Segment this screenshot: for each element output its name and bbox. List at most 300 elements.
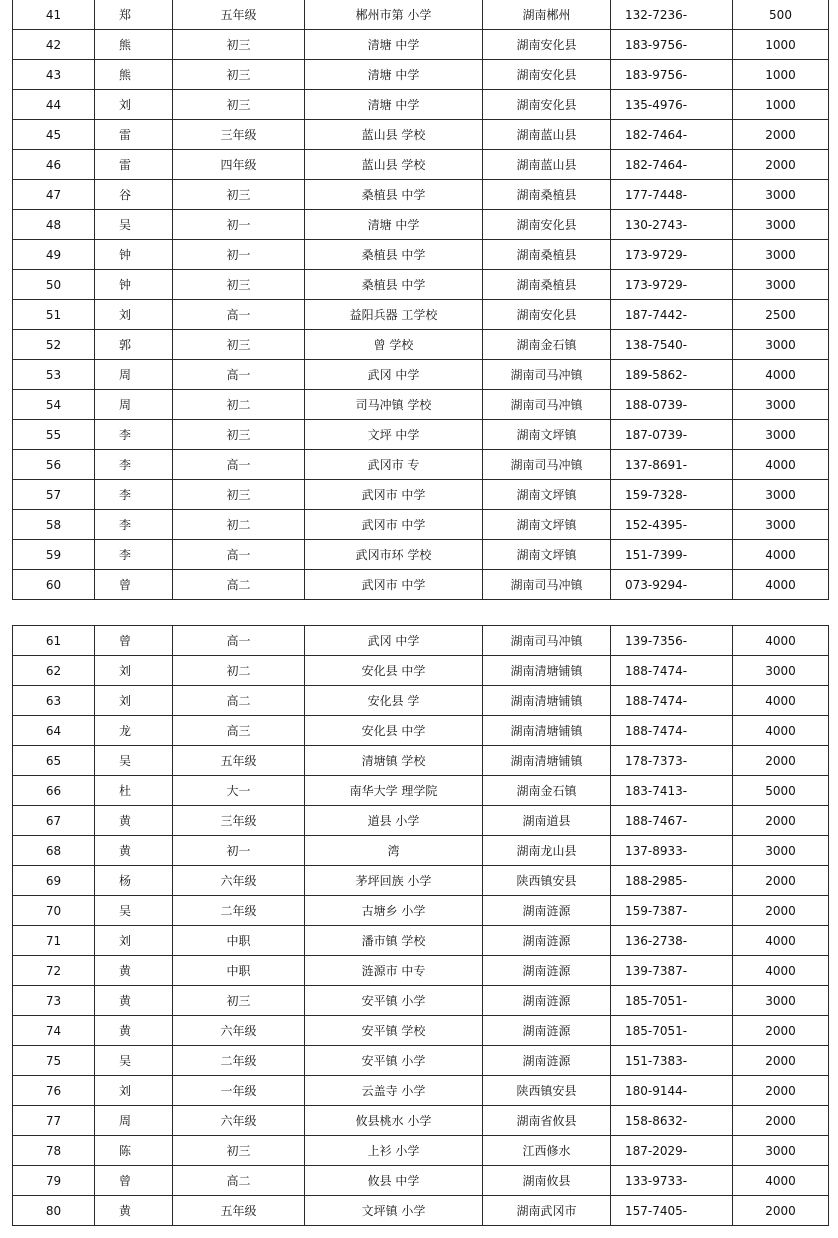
phone-cell: 137-8691- bbox=[611, 450, 733, 480]
region-cell: 湖南涟源 bbox=[483, 896, 611, 926]
amount-cell: 1000 bbox=[733, 30, 829, 60]
amount-cell: 4000 bbox=[733, 1166, 829, 1196]
grade-cell: 初三 bbox=[173, 90, 305, 120]
grade-cell: 中职 bbox=[173, 926, 305, 956]
phone-cell: 157-7405- bbox=[611, 1196, 733, 1226]
amount-cell: 4000 bbox=[733, 360, 829, 390]
row-number-cell: 42 bbox=[13, 30, 95, 60]
region-cell: 湖南涟源 bbox=[483, 926, 611, 956]
name-cell: 黄 bbox=[95, 1196, 173, 1226]
school-cell: 安平镇 学校 bbox=[305, 1016, 483, 1046]
region-cell: 湖南安化县 bbox=[483, 30, 611, 60]
table-row bbox=[13, 686, 829, 716]
school-cell: 攸县 中学 bbox=[305, 1166, 483, 1196]
school-cell: 益阳兵器 工学校 bbox=[305, 300, 483, 330]
table-row bbox=[13, 1016, 829, 1046]
phone-cell: 130-2743- bbox=[611, 210, 733, 240]
table-row bbox=[13, 510, 829, 540]
row-number-cell: 60 bbox=[13, 570, 95, 600]
region-cell: 湖南金石镇 bbox=[483, 776, 611, 806]
phone-cell: 132-7236- bbox=[611, 0, 733, 30]
amount-cell: 2000 bbox=[733, 1016, 829, 1046]
table-row bbox=[13, 836, 829, 866]
school-cell: 安平镇 小学 bbox=[305, 986, 483, 1016]
amount-cell: 4000 bbox=[733, 570, 829, 600]
grade-cell: 三年级 bbox=[173, 806, 305, 836]
region-cell: 湖南清塘铺镇 bbox=[483, 656, 611, 686]
amount-cell: 3000 bbox=[733, 420, 829, 450]
amount-cell: 2000 bbox=[733, 896, 829, 926]
table-row bbox=[13, 1196, 829, 1226]
row-number-cell: 73 bbox=[13, 986, 95, 1016]
table-row bbox=[13, 420, 829, 450]
region-cell: 陕西镇安县 bbox=[483, 866, 611, 896]
school-cell: 郴州市第 小学 bbox=[305, 0, 483, 30]
name-cell: 龙 bbox=[95, 716, 173, 746]
grade-cell: 初三 bbox=[173, 60, 305, 90]
name-cell: 雷 bbox=[95, 120, 173, 150]
phone-cell: 177-7448- bbox=[611, 180, 733, 210]
phone-cell: 173-9729- bbox=[611, 270, 733, 300]
table-row bbox=[13, 1136, 829, 1166]
amount-cell: 4000 bbox=[733, 956, 829, 986]
row-number-cell: 77 bbox=[13, 1106, 95, 1136]
phone-cell: 183-9756- bbox=[611, 60, 733, 90]
amount-cell: 3000 bbox=[733, 836, 829, 866]
school-cell: 桑植县 中学 bbox=[305, 240, 483, 270]
phone-cell: 188-7467- bbox=[611, 806, 733, 836]
row-number-cell: 61 bbox=[13, 626, 95, 656]
school-cell: 潘市镇 学校 bbox=[305, 926, 483, 956]
phone-cell: 188-0739- bbox=[611, 390, 733, 420]
grade-cell: 初三 bbox=[173, 270, 305, 300]
phone-cell: 151-7383- bbox=[611, 1046, 733, 1076]
phone-cell: 188-7474- bbox=[611, 716, 733, 746]
phone-cell: 152-4395- bbox=[611, 510, 733, 540]
phone-cell: 185-7051- bbox=[611, 1016, 733, 1046]
amount-cell: 3000 bbox=[733, 480, 829, 510]
grade-cell: 五年级 bbox=[173, 0, 305, 30]
table-row bbox=[13, 120, 829, 150]
amount-cell: 4000 bbox=[733, 686, 829, 716]
table-row bbox=[13, 330, 829, 360]
region-cell: 湖南文坪镇 bbox=[483, 420, 611, 450]
name-cell: 刘 bbox=[95, 300, 173, 330]
region-cell: 湖南安化县 bbox=[483, 90, 611, 120]
name-cell: 曾 bbox=[95, 570, 173, 600]
phone-cell: 183-7413- bbox=[611, 776, 733, 806]
table-row bbox=[13, 360, 829, 390]
table-row bbox=[13, 626, 829, 656]
phone-cell: 158-8632- bbox=[611, 1106, 733, 1136]
region-cell: 湖南桑植县 bbox=[483, 270, 611, 300]
name-cell: 杜 bbox=[95, 776, 173, 806]
school-cell: 清塘 中学 bbox=[305, 30, 483, 60]
region-cell: 湖南金石镇 bbox=[483, 330, 611, 360]
row-number-cell: 51 bbox=[13, 300, 95, 330]
grade-cell: 初三 bbox=[173, 986, 305, 1016]
table-row bbox=[13, 0, 829, 30]
amount-cell: 3000 bbox=[733, 240, 829, 270]
name-cell: 黄 bbox=[95, 986, 173, 1016]
grade-cell: 初三 bbox=[173, 1136, 305, 1166]
school-cell: 武冈 中学 bbox=[305, 626, 483, 656]
school-cell: 涟源市 中专 bbox=[305, 956, 483, 986]
amount-cell: 4000 bbox=[733, 626, 829, 656]
region-cell: 湖南蓝山县 bbox=[483, 120, 611, 150]
grade-cell: 高一 bbox=[173, 450, 305, 480]
phone-cell: 187-0739- bbox=[611, 420, 733, 450]
row-number-cell: 74 bbox=[13, 1016, 95, 1046]
table-block-2 bbox=[12, 625, 828, 1226]
row-number-cell: 71 bbox=[13, 926, 95, 956]
school-cell: 司马冲镇 学校 bbox=[305, 390, 483, 420]
region-cell: 湖南涟源 bbox=[483, 956, 611, 986]
student-aid-table-1 bbox=[12, 0, 829, 600]
school-cell: 清塘 中学 bbox=[305, 90, 483, 120]
row-number-cell: 79 bbox=[13, 1166, 95, 1196]
amount-cell: 5000 bbox=[733, 776, 829, 806]
phone-cell: 180-9144- bbox=[611, 1076, 733, 1106]
table-row bbox=[13, 926, 829, 956]
name-cell: 黄 bbox=[95, 956, 173, 986]
table-row bbox=[13, 540, 829, 570]
region-cell: 湖南涟源 bbox=[483, 1016, 611, 1046]
name-cell: 李 bbox=[95, 510, 173, 540]
row-number-cell: 75 bbox=[13, 1046, 95, 1076]
phone-cell: 173-9729- bbox=[611, 240, 733, 270]
school-cell: 安化县 中学 bbox=[305, 656, 483, 686]
table-block-1 bbox=[12, 0, 828, 600]
grade-cell: 二年级 bbox=[173, 896, 305, 926]
region-cell: 湖南清塘铺镇 bbox=[483, 686, 611, 716]
name-cell: 吴 bbox=[95, 896, 173, 926]
name-cell: 李 bbox=[95, 540, 173, 570]
table-row bbox=[13, 866, 829, 896]
school-cell: 武冈市 中学 bbox=[305, 570, 483, 600]
school-cell: 云盖寺 小学 bbox=[305, 1076, 483, 1106]
name-cell: 谷 bbox=[95, 180, 173, 210]
name-cell: 刘 bbox=[95, 1076, 173, 1106]
row-number-cell: 68 bbox=[13, 836, 95, 866]
grade-cell: 初二 bbox=[173, 510, 305, 540]
region-cell: 湖南安化县 bbox=[483, 60, 611, 90]
grade-cell: 初三 bbox=[173, 420, 305, 450]
table-row bbox=[13, 240, 829, 270]
table-row bbox=[13, 746, 829, 776]
grade-cell: 五年级 bbox=[173, 1196, 305, 1226]
phone-cell: 073-9294- bbox=[611, 570, 733, 600]
school-cell: 桑植县 中学 bbox=[305, 180, 483, 210]
region-cell: 湖南司马冲镇 bbox=[483, 360, 611, 390]
amount-cell: 2000 bbox=[733, 120, 829, 150]
name-cell: 李 bbox=[95, 480, 173, 510]
school-cell: 湾 bbox=[305, 836, 483, 866]
row-number-cell: 64 bbox=[13, 716, 95, 746]
name-cell: 李 bbox=[95, 420, 173, 450]
school-cell: 蓝山县 学校 bbox=[305, 120, 483, 150]
phone-cell: 136-2738- bbox=[611, 926, 733, 956]
amount-cell: 3000 bbox=[733, 510, 829, 540]
grade-cell: 初三 bbox=[173, 180, 305, 210]
amount-cell: 500 bbox=[733, 0, 829, 30]
grade-cell: 四年级 bbox=[173, 150, 305, 180]
name-cell: 周 bbox=[95, 360, 173, 390]
region-cell: 湖南文坪镇 bbox=[483, 480, 611, 510]
school-cell: 曾 学校 bbox=[305, 330, 483, 360]
row-number-cell: 57 bbox=[13, 480, 95, 510]
school-cell: 安平镇 小学 bbox=[305, 1046, 483, 1076]
grade-cell: 高二 bbox=[173, 570, 305, 600]
name-cell: 钟 bbox=[95, 240, 173, 270]
region-cell: 湖南文坪镇 bbox=[483, 540, 611, 570]
grade-cell: 高三 bbox=[173, 716, 305, 746]
grade-cell: 五年级 bbox=[173, 746, 305, 776]
table-row bbox=[13, 450, 829, 480]
name-cell: 周 bbox=[95, 390, 173, 420]
row-number-cell: 70 bbox=[13, 896, 95, 926]
name-cell: 曾 bbox=[95, 1166, 173, 1196]
amount-cell: 2000 bbox=[733, 806, 829, 836]
region-cell: 湖南涟源 bbox=[483, 1046, 611, 1076]
school-cell: 上衫 小学 bbox=[305, 1136, 483, 1166]
table-row bbox=[13, 806, 829, 836]
table-row bbox=[13, 896, 829, 926]
amount-cell: 3000 bbox=[733, 986, 829, 1016]
phone-cell: 188-7474- bbox=[611, 686, 733, 716]
phone-cell: 138-7540- bbox=[611, 330, 733, 360]
region-cell: 湖南蓝山县 bbox=[483, 150, 611, 180]
amount-cell: 2000 bbox=[733, 1076, 829, 1106]
table-row bbox=[13, 1106, 829, 1136]
row-number-cell: 43 bbox=[13, 60, 95, 90]
region-cell: 湖南司马冲镇 bbox=[483, 570, 611, 600]
amount-cell: 2000 bbox=[733, 1196, 829, 1226]
school-cell: 文坪 中学 bbox=[305, 420, 483, 450]
phone-cell: 159-7387- bbox=[611, 896, 733, 926]
table-row bbox=[13, 1076, 829, 1106]
row-number-cell: 46 bbox=[13, 150, 95, 180]
phone-cell: 187-7442- bbox=[611, 300, 733, 330]
phone-cell: 188-2985- bbox=[611, 866, 733, 896]
phone-cell: 189-5862- bbox=[611, 360, 733, 390]
amount-cell: 2000 bbox=[733, 1046, 829, 1076]
table-row bbox=[13, 210, 829, 240]
grade-cell: 初二 bbox=[173, 656, 305, 686]
table-row bbox=[13, 1166, 829, 1196]
amount-cell: 4000 bbox=[733, 926, 829, 956]
region-cell: 湖南省攸县 bbox=[483, 1106, 611, 1136]
region-cell: 湖南文坪镇 bbox=[483, 510, 611, 540]
name-cell: 吴 bbox=[95, 746, 173, 776]
table-row bbox=[13, 480, 829, 510]
amount-cell: 4000 bbox=[733, 450, 829, 480]
grade-cell: 六年级 bbox=[173, 1106, 305, 1136]
region-cell: 湖南安化县 bbox=[483, 300, 611, 330]
region-cell: 江西修水 bbox=[483, 1136, 611, 1166]
name-cell: 黄 bbox=[95, 836, 173, 866]
grade-cell: 一年级 bbox=[173, 1076, 305, 1106]
row-number-cell: 69 bbox=[13, 866, 95, 896]
amount-cell: 2000 bbox=[733, 150, 829, 180]
grade-cell: 六年级 bbox=[173, 866, 305, 896]
row-number-cell: 45 bbox=[13, 120, 95, 150]
grade-cell: 初一 bbox=[173, 210, 305, 240]
school-cell: 道县 小学 bbox=[305, 806, 483, 836]
region-cell: 湖南司马冲镇 bbox=[483, 390, 611, 420]
school-cell: 茅坪回族 小学 bbox=[305, 866, 483, 896]
phone-cell: 182-7464- bbox=[611, 120, 733, 150]
table-row bbox=[13, 1046, 829, 1076]
school-cell: 武冈市 专 bbox=[305, 450, 483, 480]
row-number-cell: 66 bbox=[13, 776, 95, 806]
amount-cell: 3000 bbox=[733, 1136, 829, 1166]
name-cell: 熊 bbox=[95, 60, 173, 90]
phone-cell: 137-8933- bbox=[611, 836, 733, 866]
grade-cell: 二年级 bbox=[173, 1046, 305, 1076]
table-row bbox=[13, 30, 829, 60]
school-cell: 安化县 中学 bbox=[305, 716, 483, 746]
phone-cell: 133-9733- bbox=[611, 1166, 733, 1196]
grade-cell: 高二 bbox=[173, 686, 305, 716]
school-cell: 桑植县 中学 bbox=[305, 270, 483, 300]
school-cell: 蓝山县 学校 bbox=[305, 150, 483, 180]
grade-cell: 初一 bbox=[173, 240, 305, 270]
phone-cell: 187-2029- bbox=[611, 1136, 733, 1166]
name-cell: 刘 bbox=[95, 686, 173, 716]
table-row bbox=[13, 300, 829, 330]
row-number-cell: 80 bbox=[13, 1196, 95, 1226]
region-cell: 湖南安化县 bbox=[483, 210, 611, 240]
school-cell: 武冈 中学 bbox=[305, 360, 483, 390]
row-number-cell: 55 bbox=[13, 420, 95, 450]
phone-cell: 182-7464- bbox=[611, 150, 733, 180]
region-cell: 湖南清塘铺镇 bbox=[483, 716, 611, 746]
school-cell: 清塘 中学 bbox=[305, 210, 483, 240]
amount-cell: 2000 bbox=[733, 746, 829, 776]
school-cell: 武冈市 中学 bbox=[305, 480, 483, 510]
region-cell: 湖南道县 bbox=[483, 806, 611, 836]
row-number-cell: 50 bbox=[13, 270, 95, 300]
name-cell: 黄 bbox=[95, 1016, 173, 1046]
phone-cell: 139-7356- bbox=[611, 626, 733, 656]
table-row bbox=[13, 956, 829, 986]
name-cell: 曾 bbox=[95, 626, 173, 656]
row-number-cell: 47 bbox=[13, 180, 95, 210]
grade-cell: 高一 bbox=[173, 540, 305, 570]
region-cell: 湖南攸县 bbox=[483, 1166, 611, 1196]
phone-cell: 159-7328- bbox=[611, 480, 733, 510]
school-cell: 攸县桃水 小学 bbox=[305, 1106, 483, 1136]
grade-cell: 大一 bbox=[173, 776, 305, 806]
amount-cell: 3000 bbox=[733, 210, 829, 240]
table-row bbox=[13, 716, 829, 746]
row-number-cell: 52 bbox=[13, 330, 95, 360]
row-number-cell: 56 bbox=[13, 450, 95, 480]
name-cell: 郑 bbox=[95, 0, 173, 30]
amount-cell: 4000 bbox=[733, 540, 829, 570]
grade-cell: 高一 bbox=[173, 360, 305, 390]
region-cell: 湖南桑植县 bbox=[483, 240, 611, 270]
amount-cell: 4000 bbox=[733, 716, 829, 746]
name-cell: 钟 bbox=[95, 270, 173, 300]
amount-cell: 3000 bbox=[733, 656, 829, 686]
school-cell: 清塘镇 学校 bbox=[305, 746, 483, 776]
amount-cell: 3000 bbox=[733, 330, 829, 360]
row-number-cell: 48 bbox=[13, 210, 95, 240]
row-number-cell: 49 bbox=[13, 240, 95, 270]
name-cell: 雷 bbox=[95, 150, 173, 180]
row-number-cell: 59 bbox=[13, 540, 95, 570]
name-cell: 杨 bbox=[95, 866, 173, 896]
name-cell: 周 bbox=[95, 1106, 173, 1136]
region-cell: 湖南桑植县 bbox=[483, 180, 611, 210]
region-cell: 湖南涟源 bbox=[483, 986, 611, 1016]
grade-cell: 高一 bbox=[173, 626, 305, 656]
amount-cell: 2500 bbox=[733, 300, 829, 330]
name-cell: 刘 bbox=[95, 926, 173, 956]
amount-cell: 2000 bbox=[733, 866, 829, 896]
row-number-cell: 78 bbox=[13, 1136, 95, 1166]
table-row bbox=[13, 570, 829, 600]
phone-cell: 183-9756- bbox=[611, 30, 733, 60]
row-number-cell: 63 bbox=[13, 686, 95, 716]
region-cell: 湖南司马冲镇 bbox=[483, 450, 611, 480]
name-cell: 刘 bbox=[95, 90, 173, 120]
region-cell: 湖南武冈市 bbox=[483, 1196, 611, 1226]
school-cell: 古塘乡 小学 bbox=[305, 896, 483, 926]
phone-cell: 178-7373- bbox=[611, 746, 733, 776]
school-cell: 南华大学 理学院 bbox=[305, 776, 483, 806]
grade-cell: 初一 bbox=[173, 836, 305, 866]
table-row bbox=[13, 776, 829, 806]
phone-cell: 185-7051- bbox=[611, 986, 733, 1016]
table-row bbox=[13, 656, 829, 686]
grade-cell: 三年级 bbox=[173, 120, 305, 150]
region-cell: 湖南清塘铺镇 bbox=[483, 746, 611, 776]
region-cell: 陕西镇安县 bbox=[483, 1076, 611, 1106]
amount-cell: 1000 bbox=[733, 90, 829, 120]
table-row bbox=[13, 60, 829, 90]
student-aid-table-2 bbox=[12, 625, 829, 1226]
grade-cell: 初三 bbox=[173, 480, 305, 510]
row-number-cell: 72 bbox=[13, 956, 95, 986]
row-number-cell: 67 bbox=[13, 806, 95, 836]
name-cell: 李 bbox=[95, 450, 173, 480]
grade-cell: 高二 bbox=[173, 1166, 305, 1196]
school-cell: 安化县 学 bbox=[305, 686, 483, 716]
region-cell: 湖南郴州 bbox=[483, 0, 611, 30]
region-cell: 湖南司马冲镇 bbox=[483, 626, 611, 656]
name-cell: 吴 bbox=[95, 210, 173, 240]
table-row bbox=[13, 150, 829, 180]
name-cell: 陈 bbox=[95, 1136, 173, 1166]
phone-cell: 151-7399- bbox=[611, 540, 733, 570]
table-row bbox=[13, 180, 829, 210]
name-cell: 黄 bbox=[95, 806, 173, 836]
row-number-cell: 41 bbox=[13, 0, 95, 30]
grade-cell: 六年级 bbox=[173, 1016, 305, 1046]
row-number-cell: 76 bbox=[13, 1076, 95, 1106]
table-row bbox=[13, 270, 829, 300]
region-cell: 湖南龙山县 bbox=[483, 836, 611, 866]
amount-cell: 3000 bbox=[733, 270, 829, 300]
grade-cell: 高一 bbox=[173, 300, 305, 330]
table-row bbox=[13, 90, 829, 120]
grade-cell: 中职 bbox=[173, 956, 305, 986]
grade-cell: 初三 bbox=[173, 330, 305, 360]
name-cell: 刘 bbox=[95, 656, 173, 686]
